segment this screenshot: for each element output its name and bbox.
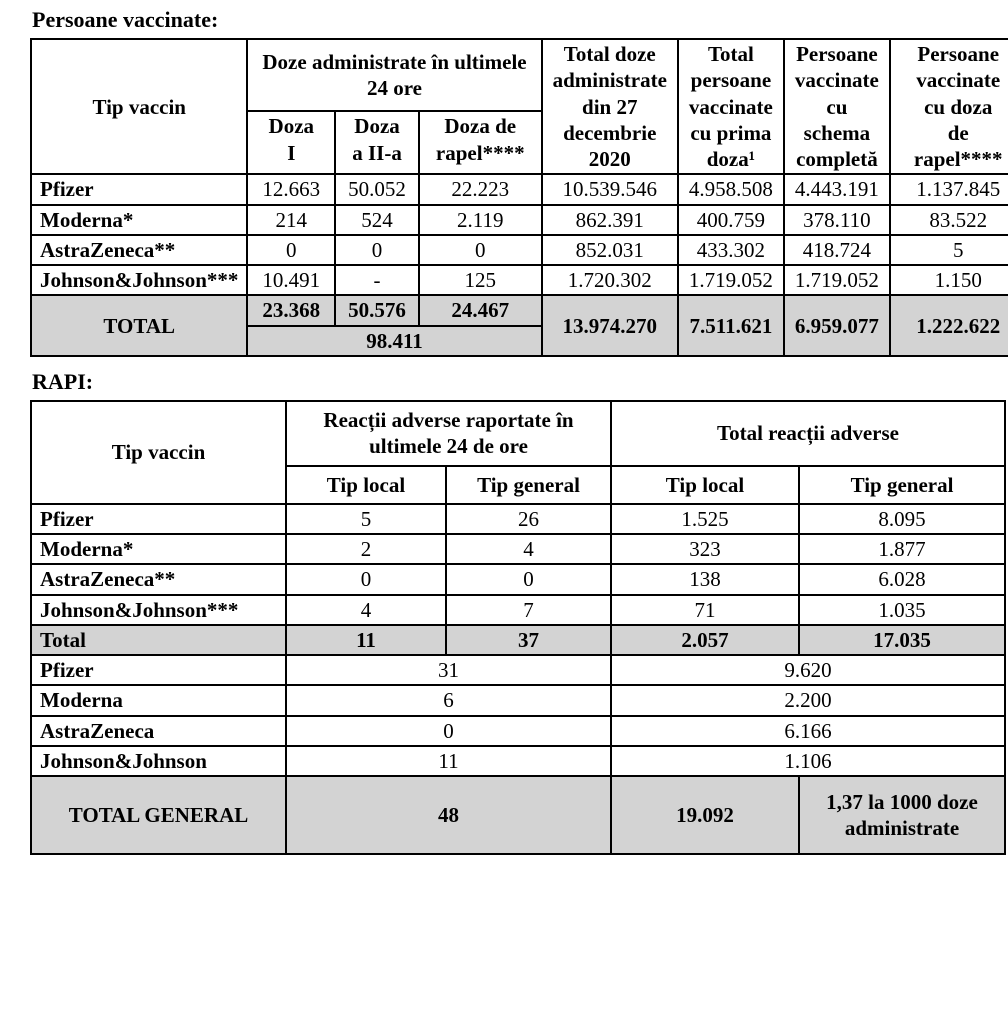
table-cell: 0: [419, 235, 542, 265]
table1-header-row-1: [31, 39, 1008, 111]
table-cell: 323: [611, 534, 799, 564]
table-cell: 71: [611, 595, 799, 625]
header-doza-2: Doza a II-a: [335, 111, 419, 174]
header-tip-vaccin: Tip vaccin: [31, 39, 247, 174]
total-label-cell: TOTAL: [31, 295, 247, 356]
table-row-total: [31, 295, 1008, 325]
table-cell: 5: [286, 504, 446, 534]
table-cell: 378.110: [784, 205, 890, 235]
table-cell: 9.620: [611, 655, 1005, 685]
table-row-johnson-combined: [31, 746, 1005, 776]
table-cell: 83.522: [890, 205, 1008, 235]
table-row-moderna: [31, 205, 1008, 235]
table-cell: 37: [446, 625, 611, 655]
table-cell: 214: [247, 205, 335, 235]
table-cell: 11: [286, 746, 611, 776]
vaccine-name-cell: AstraZeneca**: [31, 564, 286, 594]
table-cell: 4: [286, 595, 446, 625]
total-label-cell: Total: [31, 625, 286, 655]
table-row-astrazeneca-combined: [31, 716, 1005, 746]
table-cell: 7.511.621: [678, 295, 784, 356]
rapi-table: [30, 400, 1006, 855]
total-general-label-cell: TOTAL GENERAL: [31, 776, 286, 854]
table-row-pfizer-combined: [31, 655, 1005, 685]
table-cell: 125: [419, 265, 542, 295]
vaccine-name-cell: Moderna*: [31, 205, 247, 235]
header-doza-rapel: Doza de rapel****: [419, 111, 542, 174]
header-total-reactii: Total reacții adverse: [611, 401, 1005, 466]
table-cell: 1.877: [799, 534, 1005, 564]
header-tip-general-total: Tip general: [799, 466, 1005, 504]
vaccine-name-cell: AstraZeneca: [31, 716, 286, 746]
table2-clip: [30, 400, 1008, 855]
vaccine-name-cell: Pfizer: [31, 504, 286, 534]
header-tip-vaccin: Tip vaccin: [31, 401, 286, 504]
persoane-vaccinate-title: Persoane vaccinate:: [32, 7, 219, 32]
rate-cell: 1,37 la 1000 doze administrate: [799, 776, 1005, 854]
table-cell: 2.057: [611, 625, 799, 655]
table-cell: 1.222.622: [890, 295, 1008, 356]
vaccine-name-cell: Pfizer: [31, 655, 286, 685]
table-row-moderna-combined: [31, 685, 1005, 715]
table-cell: 50.576: [335, 295, 419, 325]
header-doze-24h: Doze administrate în ultimele 24 ore: [247, 39, 541, 111]
table-cell: 138: [611, 564, 799, 594]
table-cell: 10.539.546: [542, 174, 678, 204]
table-cell: 433.302: [678, 235, 784, 265]
table-cell: 11: [286, 625, 446, 655]
table-cell: 24.467: [419, 295, 542, 325]
table-cell: 4.443.191: [784, 174, 890, 204]
table-row-johnson: [31, 595, 1005, 625]
header-reactii-24h: Reacții adverse raportate în ultimele 24 de ore: [286, 401, 611, 466]
header-total-prima-doza: Total persoane vaccinate cu prima doza¹: [678, 39, 784, 174]
vaccine-name-cell: Moderna: [31, 685, 286, 715]
table-cell: 0: [286, 564, 446, 594]
table-cell: 50.052: [335, 174, 419, 204]
header-total-doze: Total doze administrate din 27 decembrie 2020: [542, 39, 678, 174]
table-cell: 0: [286, 716, 611, 746]
table2-header-row-1: [31, 401, 1005, 466]
header-schema-completa: Persoane vaccinate cu schema completă: [784, 39, 890, 174]
persoane-vaccinate-table: [30, 38, 1008, 357]
header-tip-general-24h: Tip general: [446, 466, 611, 504]
table-cell: 1.137.845: [890, 174, 1008, 204]
table-cell: 2: [286, 534, 446, 564]
table-row-total-general: [31, 776, 1005, 854]
table-cell: 0: [247, 235, 335, 265]
table-cell: 48: [286, 776, 611, 854]
vaccine-name-cell: Pfizer: [31, 174, 247, 204]
table-cell: 19.092: [611, 776, 799, 854]
header-rapel-total: Persoane vaccinate cu doza de rapel****: [890, 39, 1008, 174]
table-row-johnson: [31, 265, 1008, 295]
table-cell: -: [335, 265, 419, 295]
table-cell: 31: [286, 655, 611, 685]
table-row-astrazeneca: [31, 235, 1008, 265]
rapi-title: RAPI:: [32, 368, 94, 394]
table-cell: 8.095: [799, 504, 1005, 534]
table-cell: 4.958.508: [678, 174, 784, 204]
table-cell: 862.391: [542, 205, 678, 235]
vaccine-name-cell: Johnson&Johnson***: [31, 265, 247, 295]
table-cell: 4: [446, 534, 611, 564]
header-tip-local-24h: Tip local: [286, 466, 446, 504]
table-cell: 1.719.052: [678, 265, 784, 295]
table-cell: 5: [890, 235, 1008, 265]
table-cell: 1.525: [611, 504, 799, 534]
table-cell: 0: [446, 564, 611, 594]
table-row-pfizer: [31, 504, 1005, 534]
table-cell: 10.491: [247, 265, 335, 295]
table-row-astrazeneca: [31, 564, 1005, 594]
table-cell: 1.719.052: [784, 265, 890, 295]
table-cell: 2.119: [419, 205, 542, 235]
table-cell: 26: [446, 504, 611, 534]
table-cell: 1.150: [890, 265, 1008, 295]
table-cell: 6.028: [799, 564, 1005, 594]
table-cell: 1.035: [799, 595, 1005, 625]
total-24h-sum-cell: 98.411: [247, 326, 541, 356]
vaccine-name-cell: Moderna*: [31, 534, 286, 564]
table-cell: 852.031: [542, 235, 678, 265]
table-cell: 22.223: [419, 174, 542, 204]
header-doza-1: Doza I: [247, 111, 335, 174]
table-row-moderna: [31, 534, 1005, 564]
table-cell: 23.368: [247, 295, 335, 325]
table-cell: 6.959.077: [784, 295, 890, 356]
vaccine-name-cell: AstraZeneca**: [31, 235, 247, 265]
table-cell: 6: [286, 685, 611, 715]
table-cell: 524: [335, 205, 419, 235]
table-cell: 400.759: [678, 205, 784, 235]
table-cell: 2.200: [611, 685, 1005, 715]
vaccine-name-cell: Johnson&Johnson: [31, 746, 286, 776]
vaccine-name-cell: Johnson&Johnson***: [31, 595, 286, 625]
table-cell: 1.720.302: [542, 265, 678, 295]
table-cell: 7: [446, 595, 611, 625]
header-tip-local-total: Tip local: [611, 466, 799, 504]
table-cell: 13.974.270: [542, 295, 678, 356]
table-cell: 418.724: [784, 235, 890, 265]
table-cell: 0: [335, 235, 419, 265]
table-row-total: [31, 625, 1005, 655]
table-cell: 1.106: [611, 746, 1005, 776]
table-row-pfizer: [31, 174, 1008, 204]
table-cell: 12.663: [247, 174, 335, 204]
table-cell: 6.166: [611, 716, 1005, 746]
table-cell: 17.035: [799, 625, 1005, 655]
table1-clip: [30, 38, 1008, 357]
